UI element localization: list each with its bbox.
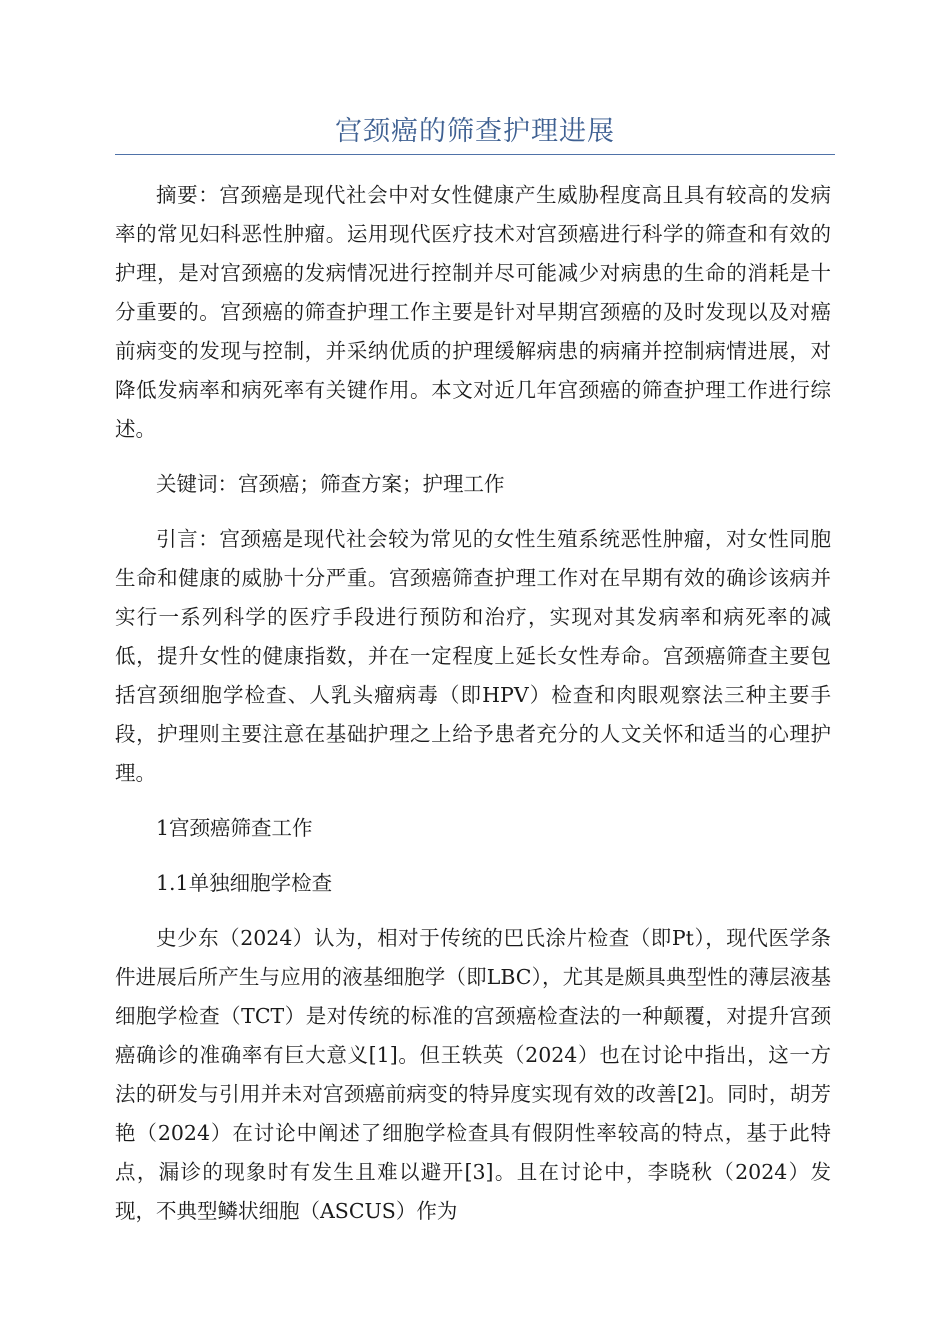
- section-heading-1-1: 1.1单独细胞学检查: [156, 871, 333, 895]
- keywords-paragraph: 关键词：宫颈癌；筛查方案；护理工作: [156, 472, 505, 496]
- title-underline: [115, 154, 835, 155]
- document-title: 宫颈癌的筛查护理进展: [335, 116, 615, 147]
- abstract-paragraph: 摘要：宫颈癌是现代社会中对女性健康产生威胁程度高且具有较高的发病率的常见妇科恶性肿瘤。运用现代医疗技术对宫颈癌进行科学的筛查和有效的护理，是对宫颈癌的发病情况进行控制并尽可能减少对病患的生命的消耗是十分重要的。宫颈癌的筛查护理工作主要是针对早期宫颈癌的及时发现以及对癌前病变的发现与控制，并采纳优质的护理缓解病患的病痛并控制病情进展，对降低发病率和病死率有关键作用。本文对近几年宫颈癌的筛查护理工作进行综述。: [115, 183, 831, 441]
- section-heading-1: 1宫颈癌筛查工作: [156, 816, 313, 840]
- introduction-paragraph: 引言：宫颈癌是现代社会较为常见的女性生殖系统恶性肿瘤，对女性同胞生命和健康的威胁十分严重。宫颈癌筛查护理工作对在早期有效的确诊该病并实行一系列科学的医疗手段进行预防和治疗，实现对其发病率和病死率的减低，提升女性的健康指数，并在一定程度上延长女性寿命。宫颈癌筛查主要包括宫颈细胞学检查、人乳头瘤病毒（即HPV）检查和肉眼观察法三种主要手段，护理则主要注意在基础护理之上给予患者充分的人文关怀和适当的心理护理。: [115, 527, 831, 785]
- body-paragraph: 史少东（2024）认为，相对于传统的巴氏涂片检查（即Pt），现代医学条件进展后所产生与应用的液基细胞学（即LBC），尤其是颇具典型性的薄层液基细胞学检查（TCT）是对传统的标准的宫颈癌检查法的一种颠覆，对提升宫颈癌确诊的准确率有巨大意义[1]。但王轶英（2024）也在讨论中指出，这一方法的研发与引用并未对宫颈癌前病变的特异度实现有效的改善[2]。同时，胡芳艳（2024）在讨论中阐述了细胞学检查具有假阴性率较高的特点，基于此特点，漏诊的现象时有发生且难以避开[3]。且在讨论中，李晓秋（2024）发现，不典型鳞状细胞（ASCUS）作为: [115, 926, 831, 1223]
- document-body: [115, 176, 831, 1247]
